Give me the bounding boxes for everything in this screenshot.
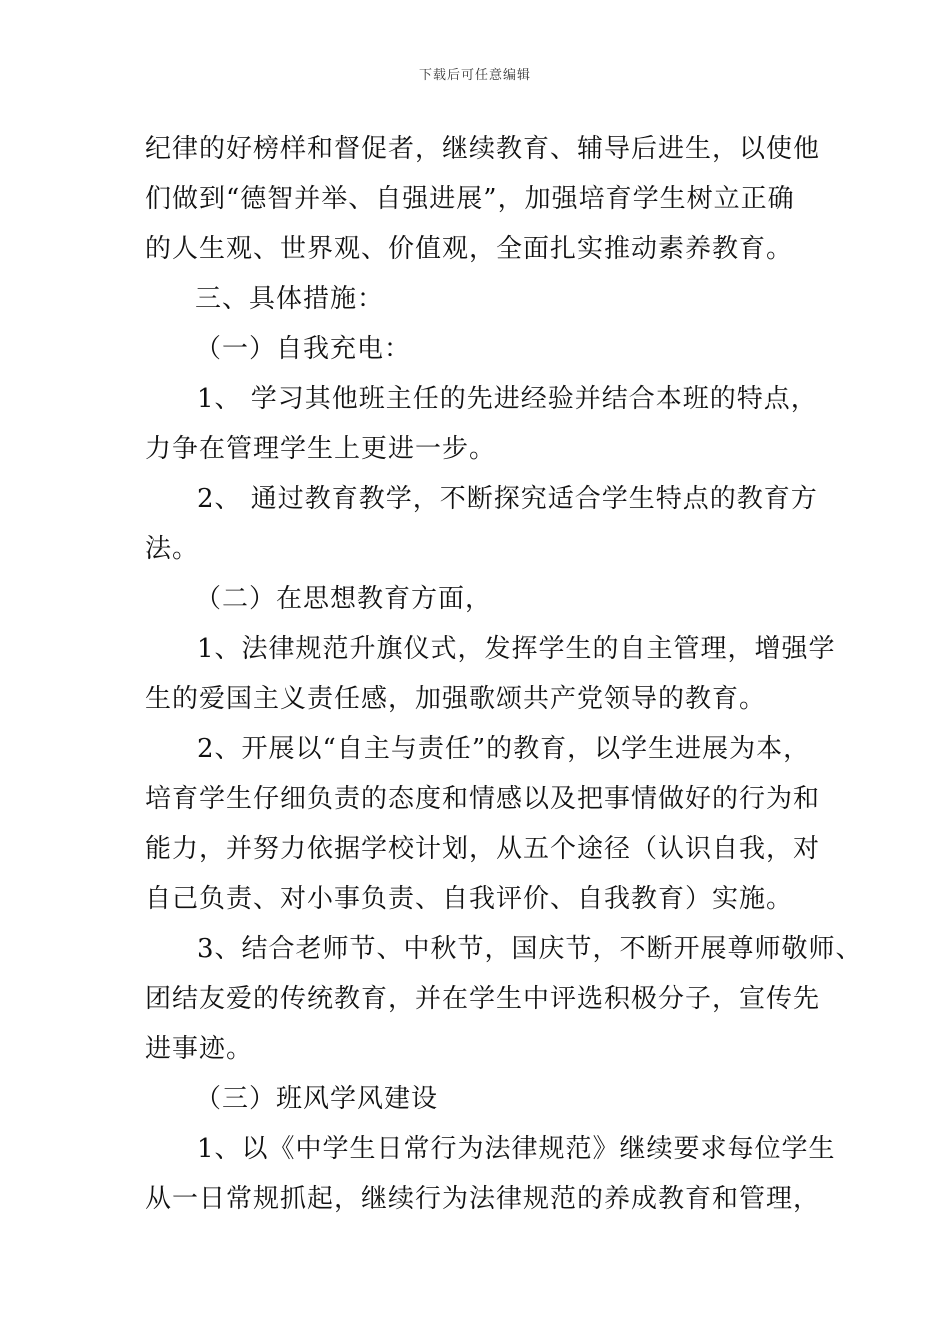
text-line: 从一日常规抓起，继续行为法律规范的养成教育和管理， <box>145 1184 821 1214</box>
text-line: 的人生观、世界观、价值观，全面扎实推动素养教育。 <box>145 234 794 264</box>
text-line: 生的爱国主义责任感，加强歌颂共产党领导的教育。 <box>145 684 767 714</box>
text-line: 自己负责、对小事负责、自我评价、自我教育）实施。 <box>145 884 794 914</box>
subsection-heading: （二）在思想教育方面， <box>195 584 493 614</box>
text-line: 培育学生仔细负责的态度和情感以及把事情做好的行为和 <box>145 784 821 814</box>
subsection-heading: （三）班风学风建设 <box>195 1084 439 1114</box>
subsection-heading: （一）自我充电： <box>195 334 412 364</box>
text-line: 1、法律规范升旗仪式，发挥学生的自主管理，增强学 <box>197 634 836 664</box>
text-line: 2、 通过教育教学，不断探究适合学生特点的教育方 <box>197 484 818 514</box>
text-line: 2、开展以“自主与责任”的教育，以学生进展为本， <box>197 734 811 764</box>
section-heading: 三、具体措施： <box>195 284 385 314</box>
text-line: 1、 学习其他班主任的先进经验并结合本班的特点， <box>197 384 818 414</box>
text-line: 能力，并努力依据学校计划，从五个途径（认识自我，对 <box>145 834 821 864</box>
page-header: 下载后可任意编辑 <box>418 68 531 83</box>
text-line: 团结友爱的传统教育，并在学生中评选积极分子，宣传先 <box>145 984 821 1014</box>
text-line: 力争在管理学生上更进一步。 <box>145 434 497 464</box>
text-line: 们做到“德智并举、自强进展”，加强培育学生树立正确 <box>145 184 795 214</box>
text-line: 1、以《中学生日常行为法律规范》继续要求每位学生 <box>197 1134 836 1164</box>
text-line: 法。 <box>145 534 200 564</box>
text-line: 进事迹。 <box>145 1034 254 1064</box>
text-line: 3、结合老师节、中秋节，国庆节，不断开展尊师敬师、 <box>197 934 863 964</box>
text-line: 纪律的好榜样和督促者，继续教育、辅导后进生，以使他 <box>145 134 821 164</box>
